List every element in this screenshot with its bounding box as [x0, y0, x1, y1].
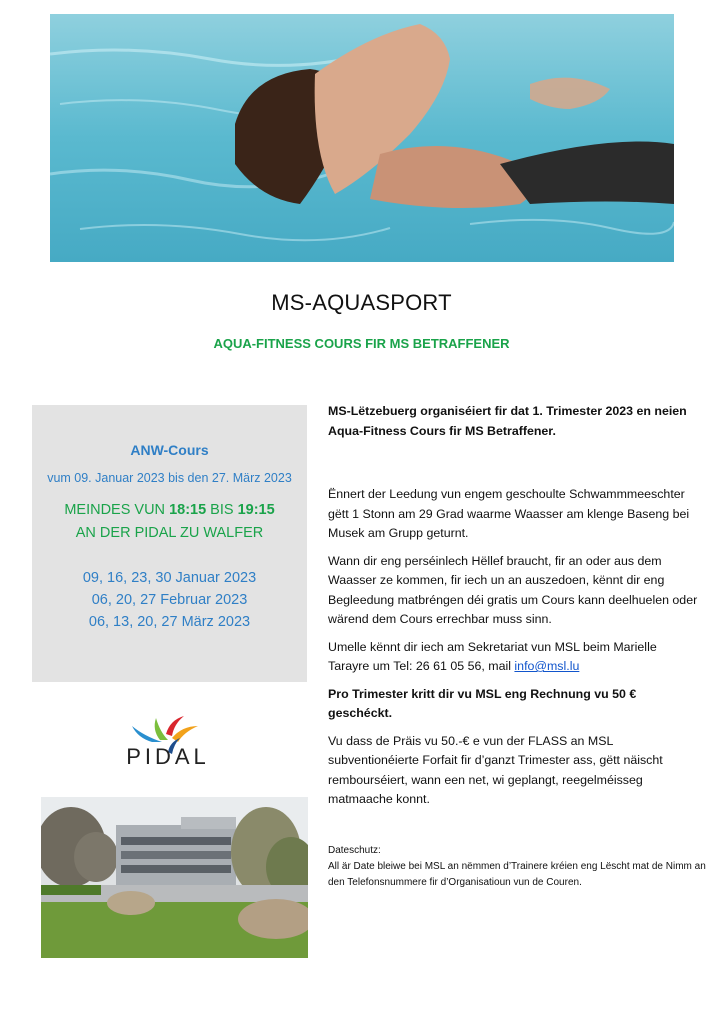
hero-photo [50, 14, 674, 262]
course-time [32, 502, 307, 518]
course-time-start: 18:15 [169, 502, 207, 518]
course-dates-january: 09, 16, 23, 30 Januar 2023 [82, 570, 257, 586]
privacy-section [328, 843, 713, 891]
paragraph-invoice: Pro Trimester kritt dir vu MSL eng Rechnung vu 50 € geschéckt. [328, 686, 637, 720]
page-subtitle: AQUA-FITNESS COURS FIR MS BETRAFFENER [213, 336, 510, 351]
course-heading: ANW-Cours [130, 442, 209, 458]
course-time-mid: BIS [206, 502, 238, 518]
privacy-heading: Dateschutz: [328, 845, 381, 856]
course-info-box [32, 405, 307, 682]
course-place: AN DER PIDAL ZU WALFER [75, 525, 264, 541]
course-time-prefix: MEINDES VUN [64, 502, 170, 518]
paragraph-instructor: Ënnert der Leedung vun engem geschoulte Schwammmeeschter gëtt 1 Stonn am 29 Grad waarme Waasser am klenge Baseng bei Musek am Grupp geturnt. [328, 487, 690, 540]
pidal-logo-text: PIDAL [126, 744, 210, 769]
registration-text: Umelle kënnt dir iech am Sekretariat vun MSL beim Marielle Tarayre um Tel: 26 61 05 56, mail [328, 639, 657, 673]
main-text [328, 402, 698, 810]
course-dates-february: 06, 20, 27 Februar 2023 [91, 592, 248, 608]
pidal-building-photo [41, 797, 308, 958]
intro-paragraph: MS-Lëtzebuerg organiséiert fir dat 1. Trimester 2023 en neien Aqua-Fitness Cours fir MS Betraffener. [328, 404, 687, 438]
paragraph-assistance: Wann dir eng perséinlech Hëllef braucht, fir an oder aus dem Waasser ze kommen, fir iech un an auszedoen, kënnt dir eng Begleedung matbréngen déi gratis um Cours kann deelhuelen oder wärend dem Cours errechbar muss sinn. [328, 553, 698, 626]
paragraph-price: Vu dass de Präis vu 50.-€ e vun der FLASS an MSL subventionéierte Forfait fir d’ganzt Trimester ass, gëtt näischt rembourséiert, wann een net, wi geplangt, reegelméisseg matmaache konnt. [328, 733, 663, 806]
email-link[interactable]: info@msl.lu [514, 659, 580, 673]
page-title: MS-AQUASPORT [271, 290, 452, 315]
privacy-text: All är Date bleiwe bei MSL an nëmmen d’Trainere kréien eng Lëscht mat de Nimm an den Telefonsnummere fir d’Organisatioun vun de Couren. [328, 861, 706, 888]
course-period: vum 09. Januar 2023 bis den 27. März 2023 [47, 471, 292, 485]
course-time-end: 19:15 [237, 502, 275, 518]
paragraph-registration [328, 638, 698, 677]
pidal-logo [108, 712, 228, 772]
course-dates-march: 06, 13, 20, 27 März 2023 [88, 614, 251, 630]
